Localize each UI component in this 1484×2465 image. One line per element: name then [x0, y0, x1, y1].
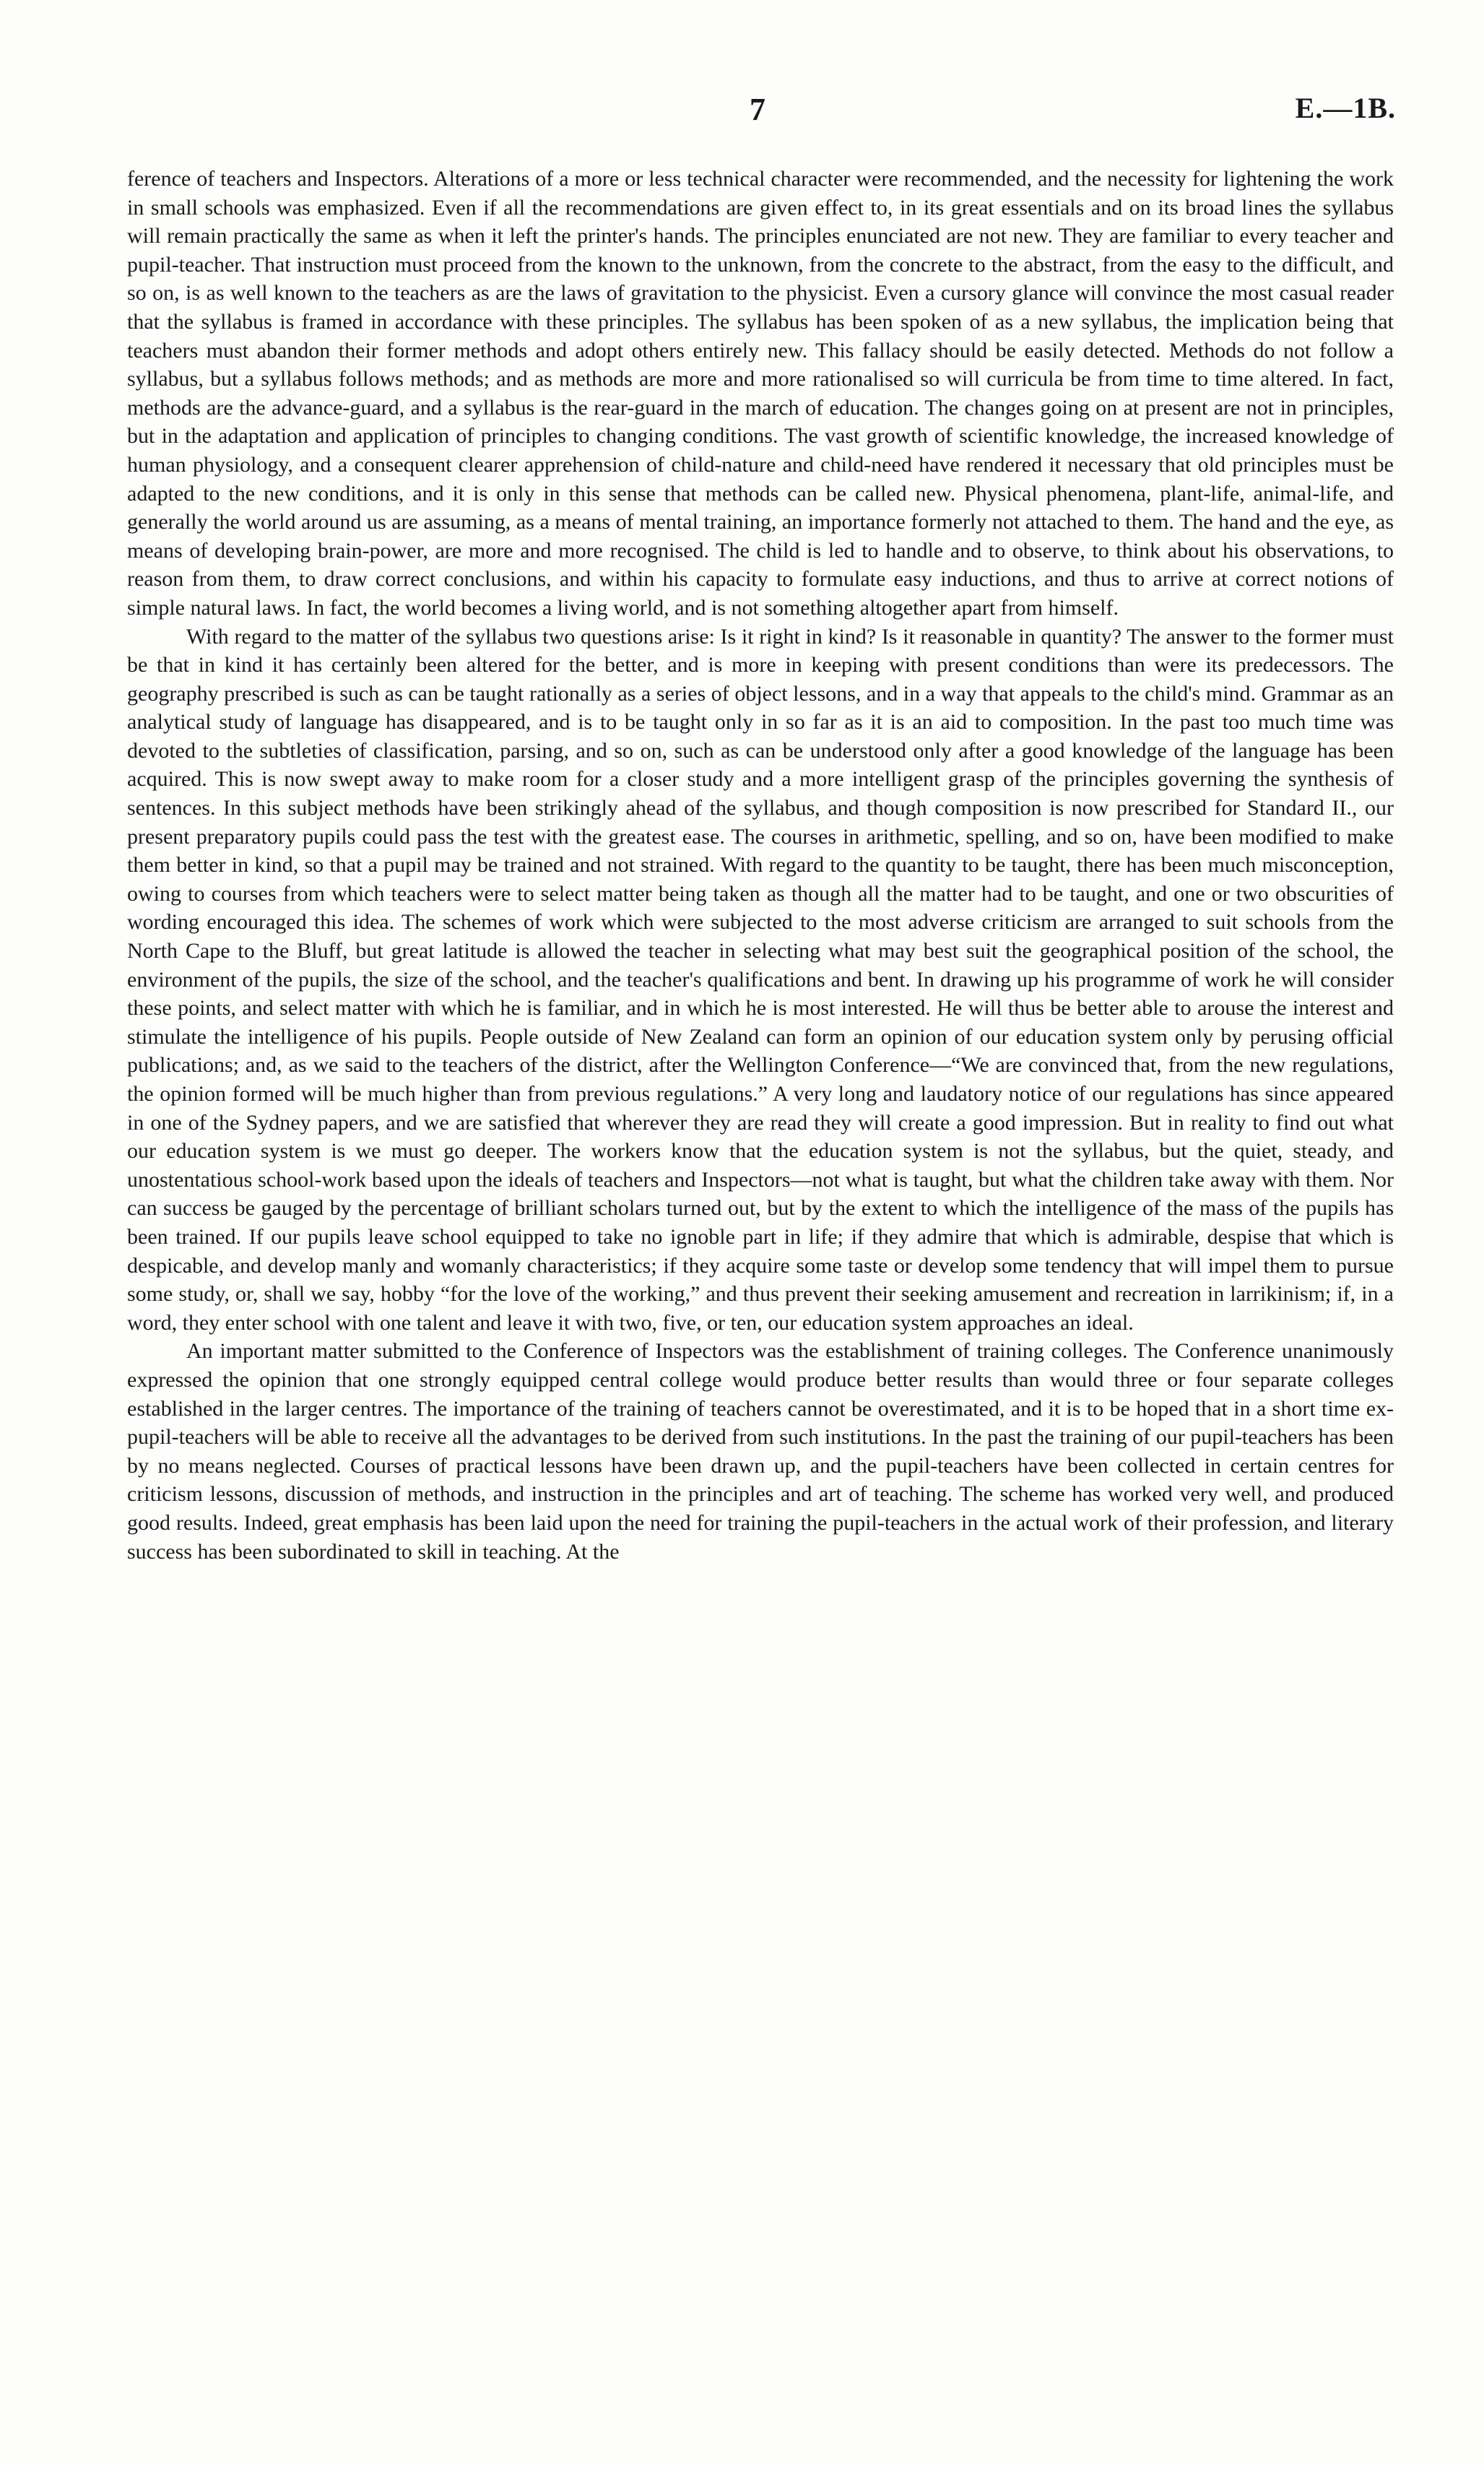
paragraph-continuation: ference of teachers and Inspectors. Alterations of a more or less technical character were recommended, and the necessity for lightening the work in small schools was emphasized. Even if all the recommendations are given effect to, in its great essentials and on its broad lines the syllabus will remain practically the same as when it left the printer's hands. The principles enunciated are not new. They are familiar to every teacher and pupil-teacher. That instruction must proceed from the known to the unknown, from the concrete to the abstract, from the easy to the difficult, and so on, is as well known to the teachers as are the laws of gravitation to the physicist. Even a cursory glance will convince the most casual reader that the syllabus is framed in accordance with these principles. The syllabus has been spoken of as a new syllabus, the implication being that teachers must abandon their former methods and adopt others entirely new. This fallacy should be easily detected. Methods do not follow a syllabus, but a syllabus follows methods; and as methods are more and more rationalised so will curricula be from time to time altered. In fact, methods are the advance-guard, and a syllabus is the rear-guard in the march of education. The changes going on at present are not in principles, but in the adaptation and application of principles to changing conditions. The vast growth of scientific knowledge, the increased knowledge of human physiology, and a consequent clearer apprehension of child-nature and child-need have rendered it necessary that old principles must be adapted to the new conditions, and it is only in this sense that methods can be called new. Physical phenomena, plant-life, animal-life, and generally the world around us are assuming, as a means of mental training, an importance formerly not attached to them. The hand and the eye, as means of developing brain-power, are more and more recognised. The child is led to handle and to observe, to think about his observations, to reason from them, to draw correct conclusions, and within his capacity to formulate easy inductions, and thus to arrive at correct notions of simple natural laws. In fact, the world becomes a living world, and is not something altogether apart from himself. — [127, 167, 1394, 620]
page-number: 7 — [750, 92, 766, 127]
paragraph-syllabus-matter: With regard to the matter of the syllabus two questions arise: Is it right in kind? Is it reasonable in quantity? The answer to the former must be that in kind it has certainly been altered for the better, and is more in keeping with present conditions than were its predecessors. The geography prescribed is such as can be taught rationally as a series of object lessons, and in a way that appeals to the child's mind. Grammar as an analytical study of language has disappeared, and is to be taught only in so far as it is an aid to composition. In the past too much time was devoted to the subtleties of classification, parsing, and so on, such as can be understood only after a good knowledge of the language has been acquired. This is now swept away to make room for a closer study and a more intelligent grasp of the principles governing the synthesis of sentences. In this subject methods have been strikingly ahead of the syllabus, and though composition is now prescribed for Standard II., our present preparatory pupils could pass the test with the greatest ease. The courses in arithmetic, spelling, and so on, have been modified to make them better in kind, so that a pupil may be trained and not strained. With regard to the quantity to be taught, there has been much misconception, owing to courses from which teachers were to select matter being taken as though all the matter had to be taught, and one or two obscurities of wording encouraged this idea. The schemes of work which were subjected to the most adverse criticism are arranged to suit schools from the North Cape to the Bluff, but great latitude is allowed the teacher in selecting what may best suit the geographical position of the school, the environment of the pupils, the size of the school, and the teacher's qualifications and bent. In drawing up his programme of work he will consider these points, and select matter with which he is familiar, and in which he is most interested. He will thus be better able to arouse the interest and stimulate the intelligence of his pupils. People outside of New Zealand can form an opinion of our education system only by perusing official publications; and, as we said to the teachers of the district, after the Wellington Conference—“We are convinced that, from the new regulations, the opinion formed will be much higher than from previous regulations.” A very long and laudatory notice of our regulations has since appeared in one of the Sydney papers, and we are satisfied that wherever they are read they will create a good impression. But in reality to find out what our education system is we must go deeper. The workers know that the education system is not the syllabus, but the quiet, steady, and unostentatious school-work based upon the ideals of teachers and Inspectors—not what is taught, but what the children take away with them. Nor can success be gauged by the percentage of brilliant scholars turned out, but by the extent to which the intelligence of the mass of the pupils has been trained. If our pupils leave school equipped to take no ignoble part in life; if they admire that which is admirable, despise that which is despicable, and develop manly and womanly characteristics; if they acquire some taste or develop some tendency that will impel them to pursue some study, or, shall we say, hobby “for the love of the working,” and thus prevent their seeking amusement and recreation in larrikinism; if, in a word, they enter school with one talent and leave it with two, five, or ten, our education system approaches an ideal. — [127, 624, 1394, 1335]
series-reference: E.—1B. — [1295, 92, 1396, 124]
paragraph-training-colleges: An important matter submitted to the Conference of Inspectors was the establishment of training colleges. The Conference unanimously expressed the opinion that one strongly equipped central college would produce better results than would three or four separate colleges established in the larger centres. The importance of the training of teachers cannot be overestimated, and it is to be hoped that in a short time ex-pupil-teachers will be able to receive all the advantages to be derived from such institutions. In the past the training of our pupil-teachers has been by no means neglected. Courses of practical lessons have been drawn up, and the pupil-teachers have been collected in certain centres for criticism lessons, discussion of methods, and instruction in the principles and art of teaching. The scheme has worked very well, and produced good results. Indeed, great emphasis has been laid upon the need for training the pupil-teachers in the actual work of their profession, and literary success has been subordinated to skill in teaching. At the — [127, 1339, 1394, 1564]
body-text — [127, 165, 1394, 1566]
